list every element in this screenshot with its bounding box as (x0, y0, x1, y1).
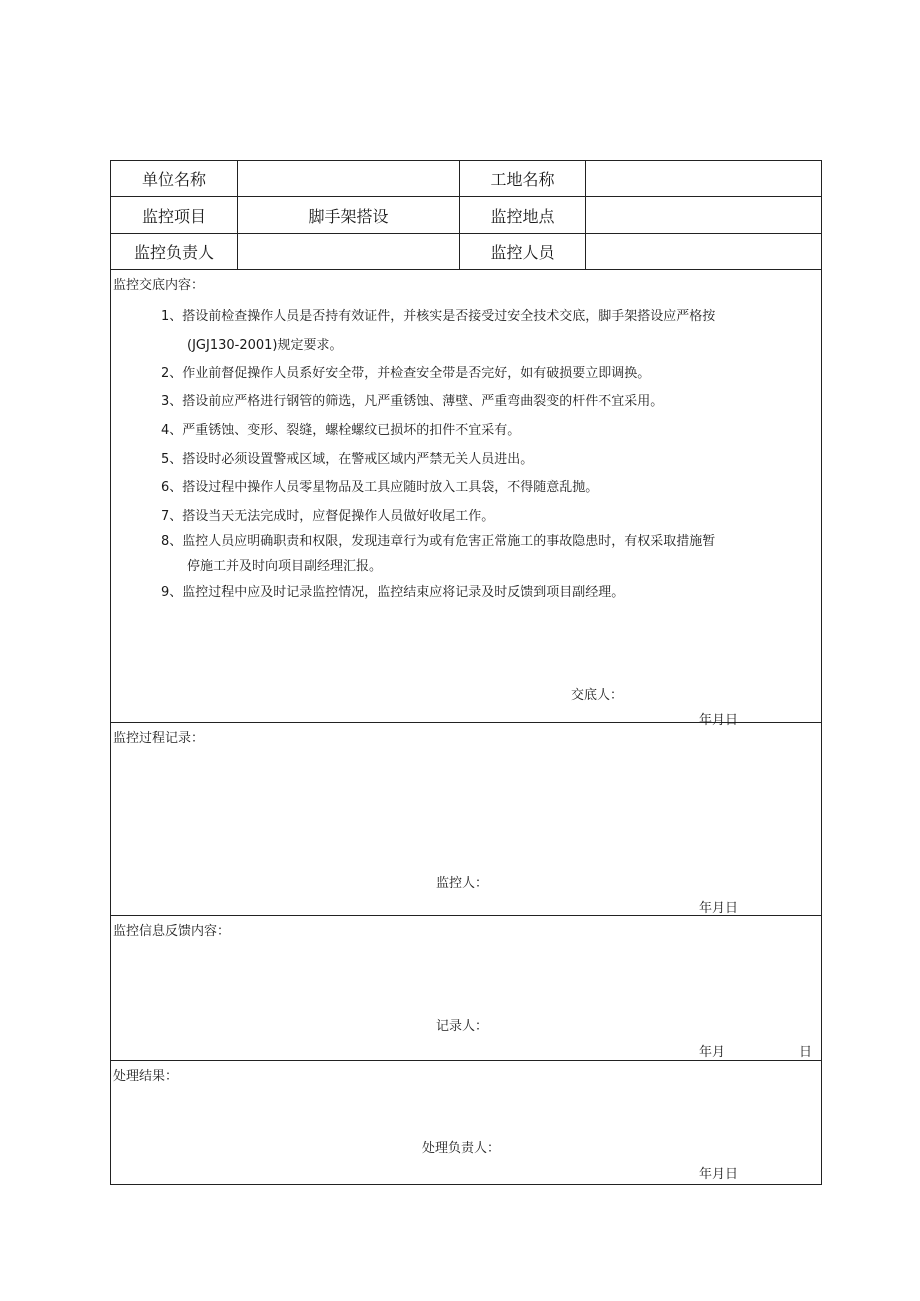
feedback-signer-label: 记录人： (436, 1019, 489, 1034)
process-date-label: 年月日 (699, 901, 739, 916)
briefing-item: (JGJ130-2001)规定要求。 (187, 338, 343, 353)
briefing-item: 1、搭设前检查操作人员是否持有效证件，并核实是否接受过安全技术交底，脚手架搭设应严格按 (161, 309, 716, 324)
briefing-item: 停施工并及时向项目副经理汇报。 (187, 559, 383, 574)
briefing-section (111, 270, 821, 728)
site-name-field[interactable] (586, 161, 823, 196)
result-title: 处理结果： (113, 1069, 179, 1084)
briefing-item: 2、作业前督促操作人员系好安全带，并检查安全带是否完好，如有破损要立即调换。 (161, 366, 651, 381)
briefing-item: 3、搭设前应严格进行钢管的筛选，凡严重锈蚀、薄壁、严重弯曲裂变的杆件不宜采用。 (161, 394, 664, 409)
briefing-item: 8、监控人员应明确职责和权限，发现违章行为或有危害正常施工的事故隐患时，有权采取措施暂 (161, 534, 716, 549)
briefing-date-label: 年月日 (699, 713, 739, 728)
monitor-location-label: 监控地点 (460, 197, 586, 233)
monitor-leader-field[interactable] (238, 234, 460, 269)
process-signer-label: 监控人： (436, 876, 489, 891)
monitor-item-field[interactable]: 脚手架搭设 (238, 197, 460, 233)
briefing-item: 5、搭设时必须设置警戒区域，在警戒区域内严禁无关人员进出。 (161, 452, 534, 467)
monitor-staff-label: 监控人员 (460, 234, 586, 269)
monitor-item-label: 监控项目 (111, 197, 238, 233)
result-date-label: 年月日 (699, 1167, 739, 1182)
briefing-item: 4、严重锈蚀、变形、裂缝，螺栓螺纹已损坏的扣件不宜采有。 (161, 423, 521, 438)
monitor-staff-field[interactable] (586, 234, 823, 269)
header-row-1 (111, 161, 821, 197)
briefing-signer-label: 交底人： (571, 688, 624, 703)
site-name-label: 工地名称 (460, 161, 586, 196)
monitor-location-field[interactable] (586, 197, 823, 233)
header-row-2 (111, 197, 821, 234)
unit-name-label: 单位名称 (111, 161, 238, 196)
result-signer-label: 处理负责人： (422, 1141, 501, 1156)
monitor-leader-label: 监控负责人 (111, 234, 238, 269)
unit-name-field[interactable] (238, 161, 460, 196)
header-row-3 (111, 234, 821, 270)
result-section (111, 1061, 821, 1184)
process-title: 监控过程记录： (113, 731, 205, 746)
feedback-section (111, 916, 821, 1061)
monitoring-form (110, 160, 822, 1185)
briefing-item: 7、搭设当天无法完成时，应督促操作人员做好收尾工作。 (161, 509, 495, 524)
briefing-item: 9、监控过程中应及时记录监控情况，监控结束应将记录及时反馈到项目副经理。 (161, 585, 625, 600)
briefing-title: 监控交底内容： (113, 278, 205, 293)
feedback-date-month: 年月 (699, 1045, 726, 1060)
feedback-title: 监控信息反馈内容： (113, 924, 231, 939)
process-section (111, 723, 821, 916)
feedback-date-day: 日 (799, 1045, 813, 1060)
briefing-item: 6、搭设过程中操作人员零星物品及工具应随时放入工具袋，不得随意乱抛。 (161, 480, 599, 495)
